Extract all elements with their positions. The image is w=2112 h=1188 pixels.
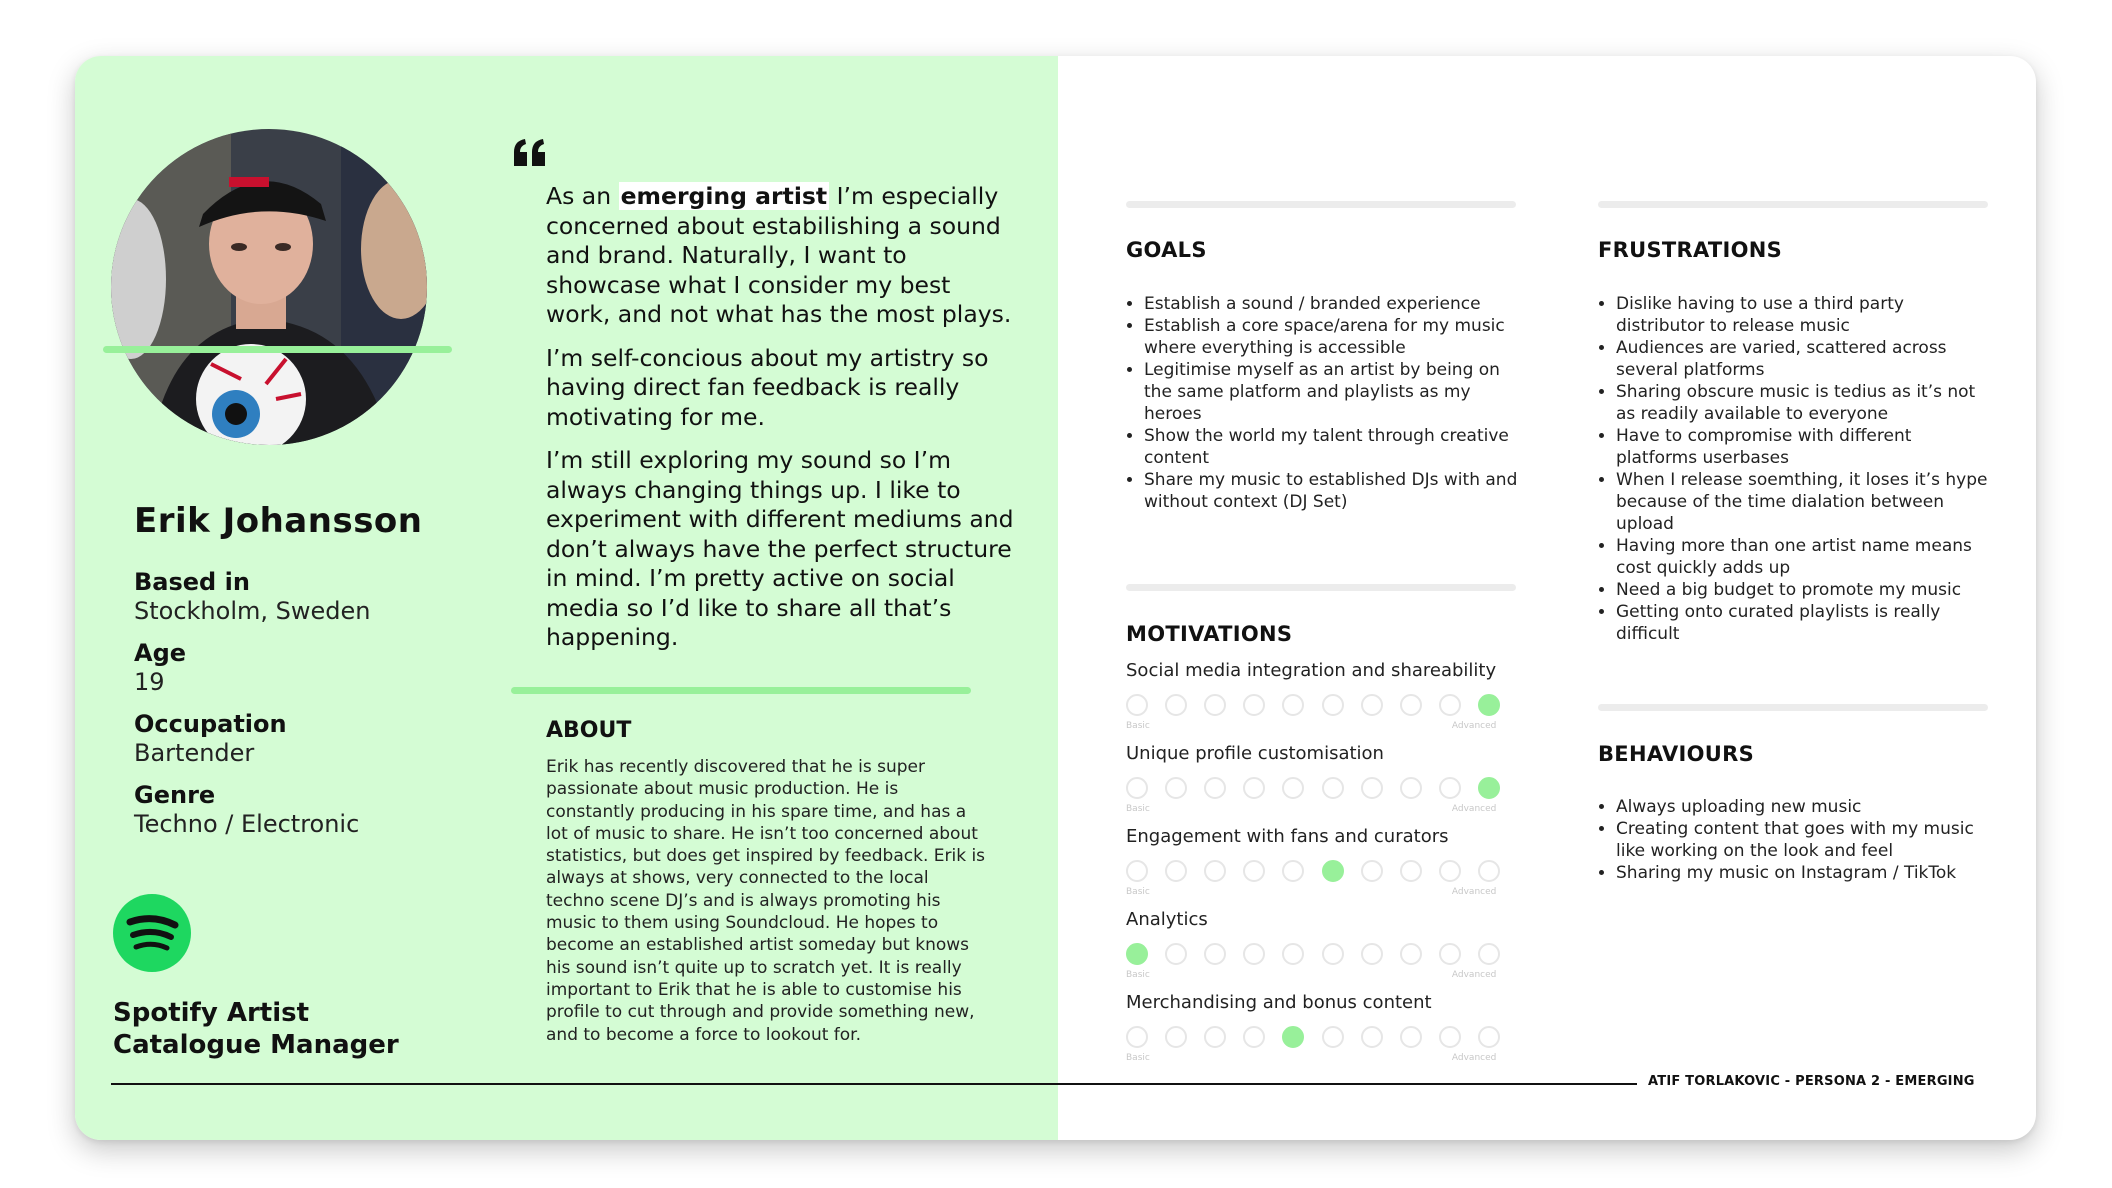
motivation-scale-profile-customisation <box>1126 777 1506 817</box>
motivation-label-social-media: Social media integration and shareability <box>1126 660 1497 681</box>
rating-dot <box>1282 694 1304 716</box>
scale-max-label: Advanced <box>1451 1053 1497 1063</box>
rating-dot <box>1204 777 1226 799</box>
about-title: ABOUT <box>546 718 632 743</box>
persona-name: Erik Johansson <box>134 501 423 541</box>
rating-dot <box>1243 694 1265 716</box>
rating-dot <box>1400 943 1422 965</box>
scale-min-label: Basic <box>1126 970 1150 980</box>
scale-max-label: Advanced <box>1451 804 1497 814</box>
quote-divider <box>511 687 971 694</box>
footer-credit: ATIF TORLAKOVIC - PERSONA 2 - EMERGING <box>1648 1074 1975 1089</box>
rating-dot <box>1126 694 1148 716</box>
rating-dot <box>1126 860 1148 882</box>
frustrations-list <box>1598 293 1996 645</box>
scale-min-label: Basic <box>1126 887 1150 897</box>
behaviours-list <box>1598 796 1996 884</box>
scale-max-label: Advanced <box>1451 721 1497 731</box>
motivation-scale-engagement <box>1126 860 1506 900</box>
rating-dot <box>1322 1026 1344 1048</box>
rating-dot <box>1361 860 1383 882</box>
rating-dot <box>1282 1026 1304 1048</box>
product-line-1: Spotify Artist <box>113 998 310 1028</box>
rating-dot <box>1204 1026 1226 1048</box>
rating-dot <box>1243 777 1265 799</box>
rating-dot <box>1478 777 1500 799</box>
rating-dot <box>1400 1026 1422 1048</box>
frustration-item: • Dislike having to use a third party distributor to release music <box>1616 293 1996 337</box>
scale-min-label: Basic <box>1126 1053 1150 1063</box>
field-value-occupation: Bartender <box>134 739 255 767</box>
rating-dot <box>1243 860 1265 882</box>
behaviour-item: • Creating content that goes with my music like working on the look and feel <box>1616 818 1996 862</box>
goals-divider <box>1126 201 1516 208</box>
footer-rule <box>111 1083 1637 1085</box>
behaviour-item: • Always uploading new music <box>1616 796 1996 818</box>
rating-dot <box>1400 694 1422 716</box>
rating-dot <box>1126 777 1148 799</box>
persona-card <box>75 56 2036 1140</box>
rating-dot <box>1322 943 1344 965</box>
motivation-scale-analytics <box>1126 943 1506 983</box>
rating-dot <box>1204 694 1226 716</box>
goals-list <box>1126 293 1524 513</box>
frustration-item: • Getting onto curated playlists is really difficult <box>1616 601 1996 645</box>
rating-dot <box>1439 943 1461 965</box>
quote-mark-icon <box>512 138 548 168</box>
field-label-occupation: Occupation <box>134 710 287 738</box>
goal-item: • Legitimise myself as an artist by being on the same platform and playlists as my heroes <box>1144 359 1524 425</box>
motivation-scale-merchandising <box>1126 1026 1506 1066</box>
goal-item: • Show the world my talent through creative content <box>1144 425 1524 469</box>
motivation-label-engagement: Engagement with fans and curators <box>1126 826 1449 847</box>
frustration-item: • Sharing obscure music is tedius as it’s not as readily available to everyone <box>1616 381 1996 425</box>
goal-item: • Establish a sound / branded experience <box>1144 293 1524 315</box>
rating-dot <box>1361 694 1383 716</box>
profile-photo <box>111 129 427 445</box>
quote-paragraph-3: I’m still exploring my sound so I’m always changing things up. I like to experiment with different mediums and don’t always have the perfect structure in mind. I’m pretty active on social media so I’d like to share all that’s happening. <box>546 446 1014 651</box>
field-value-genre: Techno / Electronic <box>134 810 360 838</box>
profile-divider <box>103 346 452 353</box>
rating-dot <box>1204 860 1226 882</box>
behaviour-item: • Sharing my music on Instagram / TikTok <box>1616 862 1996 884</box>
rating-dot <box>1478 694 1500 716</box>
product-name <box>113 997 399 1061</box>
field-value-age: 19 <box>134 668 165 696</box>
rating-dot <box>1165 943 1187 965</box>
rating-dot <box>1439 860 1461 882</box>
scale-max-label: Advanced <box>1451 887 1497 897</box>
rating-dot <box>1282 943 1304 965</box>
rating-dot <box>1361 943 1383 965</box>
frustrations-divider <box>1598 201 1988 208</box>
rating-dot <box>1165 694 1187 716</box>
motivation-label-merchandising: Merchandising and bonus content <box>1126 992 1432 1013</box>
frustrations-title: FRUSTRATIONS <box>1598 238 1783 262</box>
frustration-item: • Need a big budget to promote my music <box>1616 579 1996 601</box>
rating-dot <box>1243 1026 1265 1048</box>
rating-dot <box>1165 777 1187 799</box>
motivation-scale-social-media <box>1126 694 1506 734</box>
rating-dot <box>1126 1026 1148 1048</box>
rating-dot <box>1478 1026 1500 1048</box>
scale-min-label: Basic <box>1126 804 1150 814</box>
quote-p1-before: As an <box>546 182 612 210</box>
rating-dot <box>1204 943 1226 965</box>
field-label-age: Age <box>134 639 187 667</box>
frustration-item: • When I release soemthing, it loses it’s hype because of the time dialation between upload <box>1616 469 1996 535</box>
goal-item: • Establish a core space/arena for my music where everything is accessible <box>1144 315 1524 359</box>
rating-dot <box>1282 777 1304 799</box>
product-line-2: Catalogue Manager <box>113 1030 399 1060</box>
rating-dot <box>1322 860 1344 882</box>
rating-dot <box>1165 1026 1187 1048</box>
goals-title: GOALS <box>1126 238 1207 262</box>
quote-p1-after: I’m especially concerned about estabilishing a sound and brand. Naturally, I want to showcase what I consider my best work, and not what has the most plays. <box>546 182 1012 328</box>
quote-paragraph-1 <box>546 182 1016 330</box>
scale-max-label: Advanced <box>1451 970 1497 980</box>
rating-dot <box>1361 1026 1383 1048</box>
rating-dot <box>1478 860 1500 882</box>
rating-dot <box>1322 777 1344 799</box>
behaviours-divider <box>1598 704 1988 711</box>
rating-dot <box>1439 694 1461 716</box>
field-value-based-in: Stockholm, Sweden <box>134 597 371 625</box>
rating-dot <box>1439 1026 1461 1048</box>
behaviours-title: BEHAVIOURS <box>1598 742 1755 766</box>
motivation-label-analytics: Analytics <box>1126 909 1208 930</box>
spotify-logo-icon <box>113 894 191 972</box>
motivation-label-profile-customisation: Unique profile customisation <box>1126 743 1384 764</box>
scale-min-label: Basic <box>1126 721 1150 731</box>
motivations-divider <box>1126 584 1516 591</box>
field-label-genre: Genre <box>134 781 216 809</box>
persona-quote <box>546 182 1016 667</box>
rating-dot <box>1165 860 1187 882</box>
field-label-based-in: Based in <box>134 568 250 596</box>
rating-dot <box>1439 777 1461 799</box>
rating-dot <box>1126 943 1148 965</box>
quote-highlight: emerging artist <box>620 182 828 210</box>
frustration-item: • Having more than one artist name means cost quickly adds up <box>1616 535 1996 579</box>
quote-paragraph-2: I’m self-concious about my artistry so having direct fan feedback is really motivating for me. <box>546 343 989 431</box>
rating-dot <box>1322 694 1344 716</box>
frustration-item: • Audiences are varied, scattered across several platforms <box>1616 337 1996 381</box>
frustration-item: • Have to compromise with different platforms userbases <box>1616 425 1996 469</box>
about-text: Erik has recently discovered that he is super passionate about music production. He is constantly producing in his spare time, and has a lot of music to share. He isn’t too concerned about statistics, but does get inspired by feedback. Erik is always at shows, very connected to the local techno scene DJ’s and is always promoting his music to them using Soundcloud. He hopes to become an established artist someday but knows his sound isn’t quite up to scratch yet. It is really important to Erik that he is able to customise his profile to cut through and provide something new, and to become a force to lookout for. <box>546 757 986 1045</box>
rating-dot <box>1361 777 1383 799</box>
rating-dot <box>1400 777 1422 799</box>
goal-item: • Share my music to established DJs with and without context (DJ Set) <box>1144 469 1524 513</box>
rating-dot <box>1243 943 1265 965</box>
rating-dot <box>1400 860 1422 882</box>
motivations-title: MOTIVATIONS <box>1126 622 1293 646</box>
rating-dot <box>1478 943 1500 965</box>
rating-dot <box>1282 860 1304 882</box>
